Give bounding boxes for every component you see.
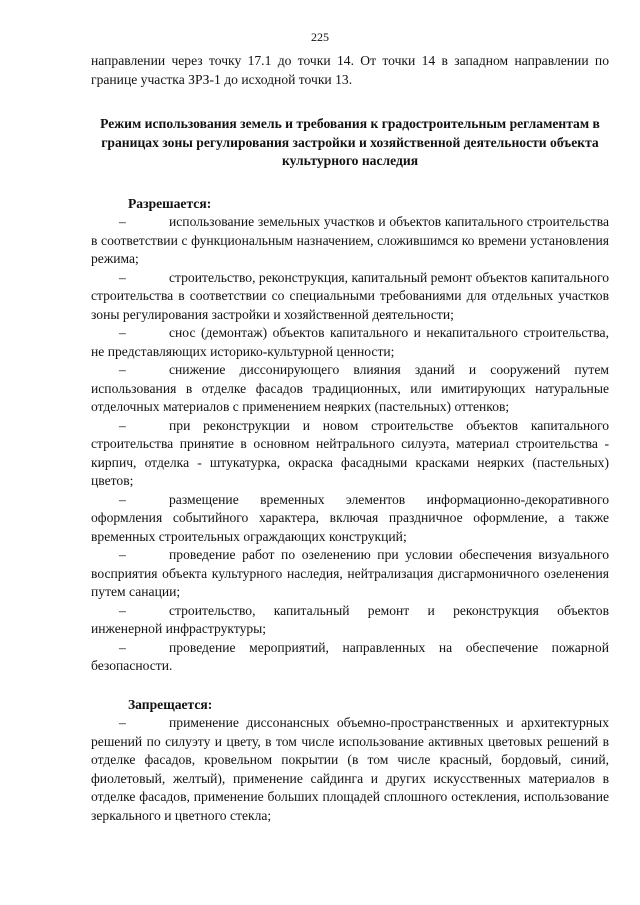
list-item <box>91 546 609 602</box>
list-item <box>91 714 609 825</box>
prohibited-list <box>91 714 609 825</box>
list-item-text: использование земельных участков и объектов капитального строительства в соответствии с функциональным назначением, сложившимся ко времени установления режима; <box>91 214 609 266</box>
dash-marker: – <box>119 417 126 433</box>
list-item-text: строительство, реконструкция, капитальный ремонт объектов капитального строительства в соответствии со специальными требованиями для отдельных участков зоны регулирования застройки и хозяйственной деятельности; <box>91 269 609 322</box>
list-item-text: размещение временных элементов информационно-декоративного оформления событийного характера, включая праздничное оформление, а также временных строительных ограждающих конструкций; <box>91 491 609 544</box>
list-item-text: строительство, капитальный ремонт и реконструкция объектов инженерной инфраструктуры; <box>91 602 609 636</box>
list-item-text: при реконструкции и новом строительстве объектов капитального строительства принятие в основном нейтрального силуэта, материал строительства - кирпич, отделка - штукатурка, окраска фасадными красками неярких (пастельных) цветов; <box>91 417 609 488</box>
section-title: Режим использования земель и требования к градостроительным регламентам в границах зоны регулирования застройки и хозяйственной деятельности объекта культурного наследия <box>100 116 600 168</box>
dash-marker: – <box>119 325 126 340</box>
dash-marker: – <box>119 602 126 618</box>
dash-marker: – <box>119 715 126 730</box>
list-item-text: проведение мероприятий, направленных на обеспечение пожарной безопасности. <box>91 639 609 673</box>
list-item-text: применение диссонансных объемно-пространственных и архитектурных решений по силуэту и цвету, в том числе использование активных цветовых решений в отделке фасадов, кровельном покрытии (в том числе красный, бордовый, синий, фиолетовый, желтый), применение сайдинга и других искусственных материалов в отделке фасадов, применение больших площадей сплошного остекления, использование зеркального и цветного стекла; <box>91 715 609 823</box>
list-item <box>91 269 609 325</box>
document-body <box>91 52 609 825</box>
list-item-text: снижение диссонирующего влияния зданий и сооружений путем использования в отделке фасадов традиционных, или имитирующих натуральные отделочных материалов с применением неярких (пастельных) оттенков; <box>91 362 609 414</box>
dash-marker: – <box>119 639 126 655</box>
list-item <box>91 213 609 269</box>
dash-marker: – <box>119 547 126 562</box>
dash-marker: – <box>119 269 126 285</box>
dash-marker: – <box>119 491 126 507</box>
list-item-text: проведение работ по озеленению при условии обеспечения визуального восприятия объекта культурного наследия, нейтрализация дисгармоничного озеленения путем санации; <box>91 547 609 599</box>
prohibited-heading: Запрещается: <box>128 696 213 712</box>
list-item <box>91 491 609 547</box>
list-item <box>91 639 609 676</box>
permitted-heading: Разрешается: <box>128 195 212 211</box>
intro-paragraph: направлении через точку 17.1 до точки 14. От точки 14 в западном направлении по границе участка ЗРЗ-1 до исходной точки 13. <box>91 53 609 87</box>
list-item-text: снос (демонтаж) объектов капитального и некапитального строительства, не представляющих историко-культурной ценности; <box>91 325 609 359</box>
list-item <box>91 417 609 491</box>
dash-marker: – <box>119 214 126 229</box>
list-item <box>91 602 609 639</box>
dash-marker: – <box>119 362 126 377</box>
list-item <box>91 324 609 361</box>
page-number: 225 <box>311 30 329 44</box>
list-item <box>91 361 609 417</box>
permitted-list <box>91 213 609 676</box>
